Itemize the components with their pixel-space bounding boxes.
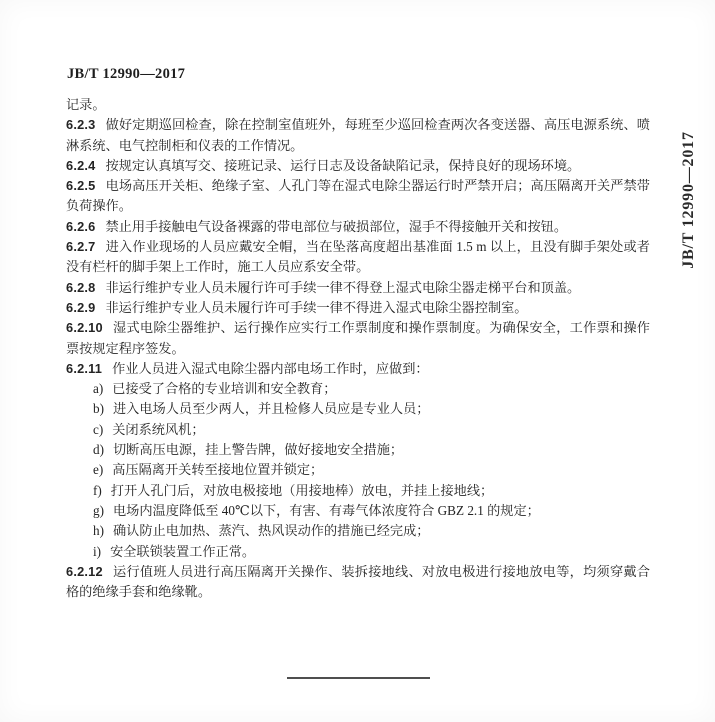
clause-number: 6.2.9 [66,299,96,315]
clause-6-2-3 [66,115,650,156]
clause-text: 运行值班人员进行高压隔离开关操作、装拆接地线、对放电极进行接地放电等，均须穿戴合格的绝缘手套和绝缘靴。 [66,563,650,600]
clause-6-2-10 [66,318,650,359]
list-item-text: 打开人孔门后，对放电极接地（用接地棒）放电，并挂上接地线； [110,482,494,498]
standard-code-header: JB/T 12990—2017 [67,66,186,82]
clause-6-2-6 [66,217,650,237]
document-body [66,95,650,602]
list-item-i [66,542,650,562]
clause-6-2-7 [66,237,650,278]
clause-number: 6.2.4 [66,157,96,173]
list-item-label: e) [93,462,104,478]
clause-6-2-8 [66,278,650,298]
clause-text: 作业人员进入湿式电除尘器内部电场工作时，应做到： [112,360,429,376]
list-item-text: 已接受了合格的专业培训和安全教育； [112,381,337,397]
list-item-text: 关闭系统风机； [112,421,205,437]
clause-text: 进入作业现场的人员应戴安全帽，当在坠落高度超出基准面 1.5 m 以上，且没有脚手架处或者没有栏杆的脚手架上工作时，施工人员应系安全带。 [66,239,650,275]
list-item-text: 切断高压电源，挂上警告牌，做好接地安全措施； [113,442,404,458]
list-item-g [66,501,650,521]
list-item-label: g) [93,502,104,518]
list-item-label: c) [93,421,104,437]
clause-text: 按规定认真填写交、接班记录、运行日志及设备缺陷记录，保持良好的现场环境。 [105,157,581,173]
clause-6-2-9 [66,298,650,318]
clause-6-2-5 [66,176,650,217]
paragraph-carryover: 记录。 [66,97,106,112]
list-item-f [66,481,650,501]
list-item-label: f) [93,482,102,498]
list-item-label: i) [93,543,102,559]
clause-6-2-4 [66,156,650,176]
clause-number: 6.2.7 [66,239,96,255]
list-item-h [66,521,650,541]
list-item-b [66,399,650,419]
list-item-text: 确认防止电加热、蒸汽、热风误动作的措施已经完成； [113,523,430,539]
clause-number: 6.2.12 [66,563,103,579]
clause-text: 做好定期巡回检查，除在控制室值班外，每班至少巡回检查两次各变送器、高压电源系统、喷淋系统、电气控制柜和仪表的工作情况。 [66,117,650,153]
clause-number: 6.2.5 [66,178,96,194]
list-item-label: b) [93,401,104,417]
standard-code-side-label: JB/T 12990—2017 [680,131,697,269]
clause-number: 6.2.11 [66,360,103,376]
list-item-text: 高压隔离开关转至接地位置并锁定； [112,462,324,478]
list-item-label: a) [93,381,104,397]
list-item-label: h) [93,523,104,539]
page-fold-mark-line [287,677,430,679]
clause-6-2-11 [66,359,650,379]
list-item-c [66,420,650,440]
clause-text: 非运行维护专业人员未履行许可手续一律不得进入湿式电除尘器控制室。 [105,299,528,315]
clause-6-2-12 [66,562,650,603]
clause-text: 非运行维护专业人员未履行许可手续一律不得登上湿式电除尘器走梯平台和顶盖。 [105,279,581,295]
clause-text: 湿式电除尘器维护、运行操作应实行工作票制度和操作票制度。为确保安全，工作票和操作票按规定程序签发。 [66,320,650,356]
list-item-e [66,460,650,480]
list-item-d [66,440,650,460]
list-item-text: 安全联锁装置工作正常。 [110,543,256,559]
clause-number: 6.2.3 [66,117,96,133]
clause-text: 电场高压开关柜、绝缘子室、人孔门等在湿式电除尘器运行时严禁开启；高压隔离开关严禁带负荷操作。 [66,178,650,214]
list-item-text: 进入电场人员至少两人，并且检修人员应是专业人员； [113,401,430,417]
clause-text: 禁止用手接触电气设备裸露的带电部位与破损部位，湿手不得接触开关和按钮。 [105,218,568,234]
list-item-text: 电场内温度降低至 40℃以下，有害、有毒气体浓度符合 GBZ 2.1 的规定； [113,502,540,518]
list-item-label: d) [93,442,104,458]
clause-number: 6.2.6 [66,218,96,234]
clause-number: 6.2.10 [66,320,103,336]
list-item-a [66,379,650,399]
clause-number: 6.2.8 [66,279,96,295]
